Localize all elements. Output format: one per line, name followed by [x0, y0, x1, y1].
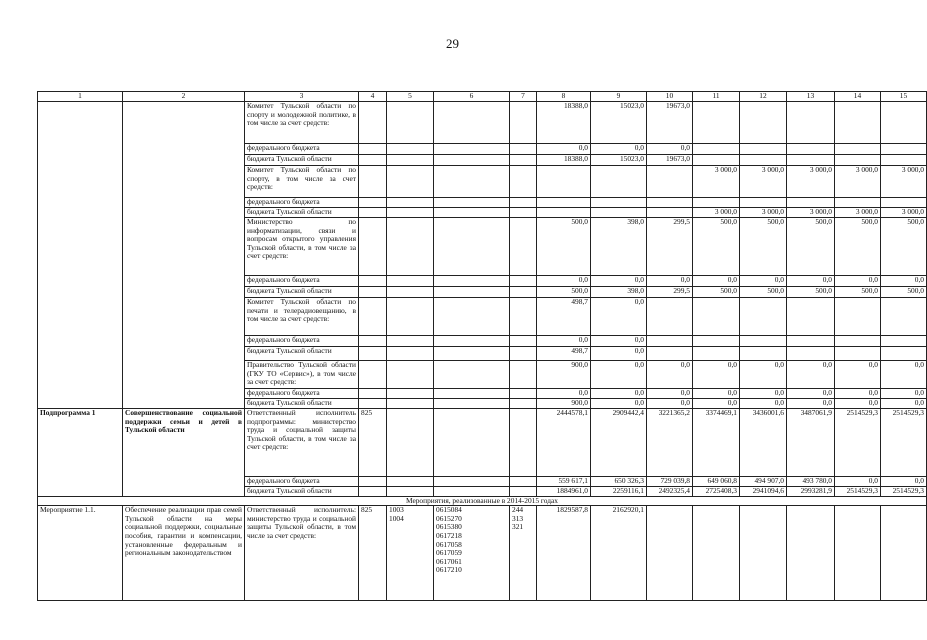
- empty-cell: [359, 198, 387, 208]
- value-cell: [647, 336, 693, 347]
- funding-source-label: федерального бюджета: [245, 336, 359, 347]
- empty-cell: [387, 144, 434, 155]
- empty-cell: [434, 208, 510, 218]
- table-row: [38, 102, 927, 144]
- value-cell: 299,5: [647, 287, 693, 298]
- value-cell: 500,0: [835, 287, 881, 298]
- empty-cell: [359, 218, 387, 276]
- empty-cell: [434, 361, 510, 389]
- page-number: 29: [446, 36, 459, 51]
- value-cell: 0,0: [835, 361, 881, 389]
- empty-cell: [510, 361, 537, 389]
- value-cell: [693, 144, 740, 155]
- value-cell: [740, 298, 787, 336]
- empty-cell: [510, 336, 537, 347]
- value-cell: 0,0: [881, 361, 927, 389]
- value-cell: 500,0: [740, 287, 787, 298]
- value-cell: 3 000,0: [740, 208, 787, 218]
- table-row: [38, 506, 927, 601]
- empty-cell: [359, 144, 387, 155]
- value-cell: [787, 347, 835, 361]
- empty-cell: [510, 144, 537, 155]
- value-cell: 0,0: [835, 276, 881, 287]
- value-cell: 0,0: [591, 399, 647, 409]
- column-number: 14: [835, 92, 881, 102]
- value-cell: 500,0: [693, 287, 740, 298]
- value-cell: 2514529,3: [835, 409, 881, 477]
- value-cell: 15023,0: [591, 102, 647, 144]
- funding-source-label: федерального бюджета: [245, 477, 359, 487]
- column-number: 8: [537, 92, 591, 102]
- rzpr-codes: 1003 1004: [387, 506, 434, 601]
- empty-cell: [359, 347, 387, 361]
- value-cell: [693, 155, 740, 166]
- empty-cell: [510, 486, 537, 496]
- value-cell: 0,0: [835, 389, 881, 399]
- value-cell: [693, 102, 740, 144]
- value-cell: 0,0: [647, 144, 693, 155]
- value-cell: 0,0: [787, 276, 835, 287]
- value-cell: [591, 208, 647, 218]
- value-cell: [693, 336, 740, 347]
- empty-cell: [434, 347, 510, 361]
- empty-cell: [434, 198, 510, 208]
- value-cell: [787, 336, 835, 347]
- value-cell: 3 000,0: [740, 166, 787, 198]
- empty-cell: [387, 155, 434, 166]
- value-cell: [591, 166, 647, 198]
- empty-cell: [387, 477, 434, 487]
- measure-name: Обеспечение реализации прав семей Тульской области на меры социальной поддержки, социальные пособия, гарантии и компенсации, установленные федеральным и региональным законодательством: [123, 506, 245, 601]
- empty-cell: [387, 276, 434, 287]
- value-cell: 2492325,4: [647, 486, 693, 496]
- empty-cell: [510, 347, 537, 361]
- column-number: 2: [123, 92, 245, 102]
- empty-cell: [510, 389, 537, 399]
- value-cell: [647, 208, 693, 218]
- value-cell: [740, 155, 787, 166]
- empty-cell: [434, 166, 510, 198]
- empty-cell: [510, 166, 537, 198]
- value-cell: [740, 347, 787, 361]
- value-cell: 0,0: [693, 389, 740, 399]
- value-cell: 0,0: [537, 336, 591, 347]
- funding-source-label: бюджета Тульской области: [245, 347, 359, 361]
- funding-source-label: бюджета Тульской области: [245, 486, 359, 496]
- empty-cell: [434, 218, 510, 276]
- empty-cell: [387, 166, 434, 198]
- column-number: 9: [591, 92, 647, 102]
- value-cell: [787, 102, 835, 144]
- value-cell: 494 907,0: [740, 477, 787, 487]
- empty-cell: [434, 486, 510, 496]
- value-cell: 0,0: [693, 399, 740, 409]
- empty-cell: [510, 208, 537, 218]
- value-cell: 500,0: [693, 218, 740, 276]
- value-cell: 0,0: [591, 389, 647, 399]
- value-cell: [835, 144, 881, 155]
- empty-cell: [434, 409, 510, 477]
- value-cell: 0,0: [537, 389, 591, 399]
- value-cell: [693, 298, 740, 336]
- value-cell: 0,0: [647, 399, 693, 409]
- value-cell: 498,7: [537, 347, 591, 361]
- csr-codes: 0615084 0615270 0615380 0617218 0617058 0617059 0617061 0617210: [434, 506, 510, 601]
- empty-cell: [434, 298, 510, 336]
- value-cell: 0,0: [740, 389, 787, 399]
- value-cell: 3 000,0: [787, 208, 835, 218]
- empty-cell: [387, 409, 434, 477]
- value-cell: 0,0: [835, 399, 881, 409]
- value-cell: [740, 336, 787, 347]
- value-cell: [787, 198, 835, 208]
- value-cell: [835, 155, 881, 166]
- column-number: 10: [647, 92, 693, 102]
- funding-source-label: бюджета Тульской области: [245, 287, 359, 298]
- value-cell: 2259116,1: [591, 486, 647, 496]
- value-cell: [537, 208, 591, 218]
- value-cell: [787, 506, 835, 601]
- value-cell: 0,0: [591, 347, 647, 361]
- value-cell: 2993281,9: [787, 486, 835, 496]
- value-cell: 500,0: [787, 287, 835, 298]
- value-cell: 3 000,0: [835, 208, 881, 218]
- table-row: [38, 92, 927, 102]
- value-cell: 1829587,8: [537, 506, 591, 601]
- value-cell: 2514529,3: [881, 486, 927, 496]
- value-cell: [881, 144, 927, 155]
- value-cell: [787, 155, 835, 166]
- empty-cell: [38, 102, 123, 409]
- executor-cell: Комитет Тульской области по спорту и молодежной политике, в том числе за счет средств:: [245, 102, 359, 144]
- executor-cell: Комитет Тульской области по спорту, в том числе за счет средств:: [245, 166, 359, 198]
- value-cell: [835, 347, 881, 361]
- empty-cell: [387, 218, 434, 276]
- value-cell: 500,0: [537, 218, 591, 276]
- value-cell: 500,0: [787, 218, 835, 276]
- value-cell: 0,0: [647, 276, 693, 287]
- value-cell: [835, 298, 881, 336]
- value-cell: [740, 102, 787, 144]
- value-cell: 1884961,0: [537, 486, 591, 496]
- value-cell: [693, 506, 740, 601]
- column-number: 4: [359, 92, 387, 102]
- empty-cell: [387, 486, 434, 496]
- column-number: 12: [740, 92, 787, 102]
- column-number: 7: [510, 92, 537, 102]
- value-cell: [647, 198, 693, 208]
- empty-cell: [434, 102, 510, 144]
- empty-cell: [510, 102, 537, 144]
- empty-cell: [510, 198, 537, 208]
- empty-cell: [359, 298, 387, 336]
- value-cell: 299,5: [647, 218, 693, 276]
- value-cell: 649 060,8: [693, 477, 740, 487]
- value-cell: [835, 198, 881, 208]
- empty-cell: [359, 166, 387, 198]
- empty-cell: [510, 155, 537, 166]
- empty-cell: [359, 102, 387, 144]
- empty-cell: [434, 144, 510, 155]
- value-cell: [647, 298, 693, 336]
- value-cell: 500,0: [740, 218, 787, 276]
- value-cell: 0,0: [881, 276, 927, 287]
- value-cell: [537, 198, 591, 208]
- empty-cell: [510, 218, 537, 276]
- executor-cell: Правительство Тульской области (ГКУ ТО «Сервис»), в том числе за счет средств:: [245, 361, 359, 389]
- funding-source-label: бюджета Тульской области: [245, 155, 359, 166]
- value-cell: 650 326,3: [591, 477, 647, 487]
- column-number: 15: [881, 92, 927, 102]
- value-cell: 500,0: [881, 218, 927, 276]
- value-cell: 493 780,0: [787, 477, 835, 487]
- value-cell: [835, 102, 881, 144]
- value-cell: 2725408,3: [693, 486, 740, 496]
- value-cell: 3487061,9: [787, 409, 835, 477]
- empty-cell: [387, 287, 434, 298]
- empty-cell: [510, 477, 537, 487]
- value-cell: [881, 298, 927, 336]
- grbs-code: 825: [359, 409, 387, 477]
- value-cell: 3221365,2: [647, 409, 693, 477]
- grbs-code: 825: [359, 506, 387, 601]
- value-cell: 729 039,8: [647, 477, 693, 487]
- value-cell: 18388,0: [537, 155, 591, 166]
- empty-cell: [387, 336, 434, 347]
- value-cell: 0,0: [693, 276, 740, 287]
- column-number: 3: [245, 92, 359, 102]
- value-cell: 3 000,0: [693, 208, 740, 218]
- empty-cell: [510, 399, 537, 409]
- section-title: Мероприятия, реализованные в 2014-2015 годах: [38, 496, 927, 506]
- value-cell: 0,0: [881, 399, 927, 409]
- empty-cell: [387, 208, 434, 218]
- value-cell: 2514529,3: [835, 486, 881, 496]
- value-cell: 900,0: [537, 399, 591, 409]
- funding-source-label: бюджета Тульской области: [245, 399, 359, 409]
- empty-cell: [434, 389, 510, 399]
- executor-cell: Министерство по информатизации, связи и вопросам открытого управления Тульской области, в том числе за счет средств:: [245, 218, 359, 276]
- funding-source-label: федерального бюджета: [245, 389, 359, 399]
- value-cell: 500,0: [537, 287, 591, 298]
- value-cell: [693, 347, 740, 361]
- value-cell: [740, 144, 787, 155]
- subprogram-code: Подпрограмма 1: [38, 409, 123, 497]
- value-cell: 0,0: [591, 144, 647, 155]
- value-cell: 398,0: [591, 287, 647, 298]
- vr-codes: 244 313 321: [510, 506, 537, 601]
- funding-source-label: федерального бюджета: [245, 198, 359, 208]
- empty-cell: [434, 336, 510, 347]
- column-number: 13: [787, 92, 835, 102]
- value-cell: 0,0: [787, 389, 835, 399]
- measure-code: Мероприятие 1.1.: [38, 506, 123, 601]
- executor-cell: Ответственный исполнитель: министерство труда и социальной защиты Тульской области, в том числе за счет средств:: [245, 506, 359, 601]
- value-cell: 2514529,3: [881, 409, 927, 477]
- empty-cell: [359, 287, 387, 298]
- value-cell: 3 000,0: [835, 166, 881, 198]
- empty-cell: [359, 276, 387, 287]
- funding-source-label: бюджета Тульской области: [245, 208, 359, 218]
- value-cell: [881, 155, 927, 166]
- value-cell: 500,0: [881, 287, 927, 298]
- value-cell: [881, 198, 927, 208]
- value-cell: 3 000,0: [881, 166, 927, 198]
- executor-cell: Ответственный исполнитель подпрограммы: министерство труда и социальной защиты Тульской области, в том числе за счет средств:: [245, 409, 359, 477]
- value-cell: [740, 198, 787, 208]
- value-cell: 0,0: [591, 276, 647, 287]
- value-cell: 0,0: [537, 276, 591, 287]
- empty-cell: [434, 399, 510, 409]
- empty-cell: [359, 477, 387, 487]
- executor-cell: Комитет Тульской области по печати и телерадиовещанию, в том числе за счет средств:: [245, 298, 359, 336]
- column-number: 6: [434, 92, 510, 102]
- empty-cell: [434, 155, 510, 166]
- column-number: 1: [38, 92, 123, 102]
- empty-cell: [359, 389, 387, 399]
- value-cell: 0,0: [881, 477, 927, 487]
- value-cell: [693, 198, 740, 208]
- value-cell: 3436001,6: [740, 409, 787, 477]
- empty-cell: [434, 477, 510, 487]
- value-cell: 0,0: [740, 276, 787, 287]
- empty-cell: [434, 287, 510, 298]
- value-cell: [647, 166, 693, 198]
- value-cell: [881, 102, 927, 144]
- value-cell: 0,0: [693, 361, 740, 389]
- column-number: 5: [387, 92, 434, 102]
- value-cell: 2162920,1: [591, 506, 647, 601]
- value-cell: [591, 198, 647, 208]
- empty-cell: [387, 389, 434, 399]
- empty-cell: [387, 198, 434, 208]
- value-cell: 0,0: [787, 361, 835, 389]
- value-cell: 15023,0: [591, 155, 647, 166]
- value-cell: 2909442,4: [591, 409, 647, 477]
- empty-cell: [387, 399, 434, 409]
- empty-cell: [510, 298, 537, 336]
- table-row: [38, 409, 927, 477]
- subprogram-name: Совершенствование социальной поддержки семьи и детей в Тульской области: [123, 409, 245, 497]
- value-cell: [881, 347, 927, 361]
- value-cell: 0,0: [647, 389, 693, 399]
- value-cell: 398,0: [591, 218, 647, 276]
- value-cell: 0,0: [835, 477, 881, 487]
- value-cell: 3 000,0: [693, 166, 740, 198]
- program-funding-table: [37, 91, 927, 601]
- empty-cell: [359, 399, 387, 409]
- empty-cell: [123, 102, 245, 409]
- value-cell: 0,0: [591, 336, 647, 347]
- empty-cell: [387, 102, 434, 144]
- value-cell: [787, 298, 835, 336]
- value-cell: [647, 506, 693, 601]
- empty-cell: [359, 208, 387, 218]
- empty-cell: [387, 361, 434, 389]
- value-cell: [881, 506, 927, 601]
- value-cell: [647, 347, 693, 361]
- value-cell: 0,0: [787, 399, 835, 409]
- empty-cell: [359, 336, 387, 347]
- value-cell: 559 617,1: [537, 477, 591, 487]
- empty-cell: [510, 287, 537, 298]
- value-cell: [835, 336, 881, 347]
- value-cell: 19673,0: [647, 102, 693, 144]
- value-cell: 3374469,1: [693, 409, 740, 477]
- value-cell: 0,0: [591, 361, 647, 389]
- value-cell: 0,0: [537, 144, 591, 155]
- funding-source-label: федерального бюджета: [245, 276, 359, 287]
- value-cell: [835, 506, 881, 601]
- empty-cell: [510, 409, 537, 477]
- value-cell: [740, 506, 787, 601]
- empty-cell: [387, 347, 434, 361]
- value-cell: [787, 144, 835, 155]
- funding-source-label: федерального бюджета: [245, 144, 359, 155]
- value-cell: 19673,0: [647, 155, 693, 166]
- value-cell: 0,0: [647, 361, 693, 389]
- value-cell: 0,0: [591, 298, 647, 336]
- value-cell: 3 000,0: [787, 166, 835, 198]
- empty-cell: [359, 361, 387, 389]
- value-cell: 2444578,1: [537, 409, 591, 477]
- value-cell: 3 000,0: [881, 208, 927, 218]
- value-cell: 0,0: [740, 399, 787, 409]
- value-cell: [537, 166, 591, 198]
- value-cell: 500,0: [835, 218, 881, 276]
- value-cell: 18388,0: [537, 102, 591, 144]
- empty-cell: [510, 276, 537, 287]
- column-number: 11: [693, 92, 740, 102]
- empty-cell: [359, 486, 387, 496]
- empty-cell: [359, 155, 387, 166]
- value-cell: 0,0: [740, 361, 787, 389]
- empty-cell: [434, 276, 510, 287]
- value-cell: 0,0: [881, 389, 927, 399]
- value-cell: 2941094,6: [740, 486, 787, 496]
- empty-cell: [387, 298, 434, 336]
- value-cell: 498,7: [537, 298, 591, 336]
- value-cell: 900,0: [537, 361, 591, 389]
- value-cell: [881, 336, 927, 347]
